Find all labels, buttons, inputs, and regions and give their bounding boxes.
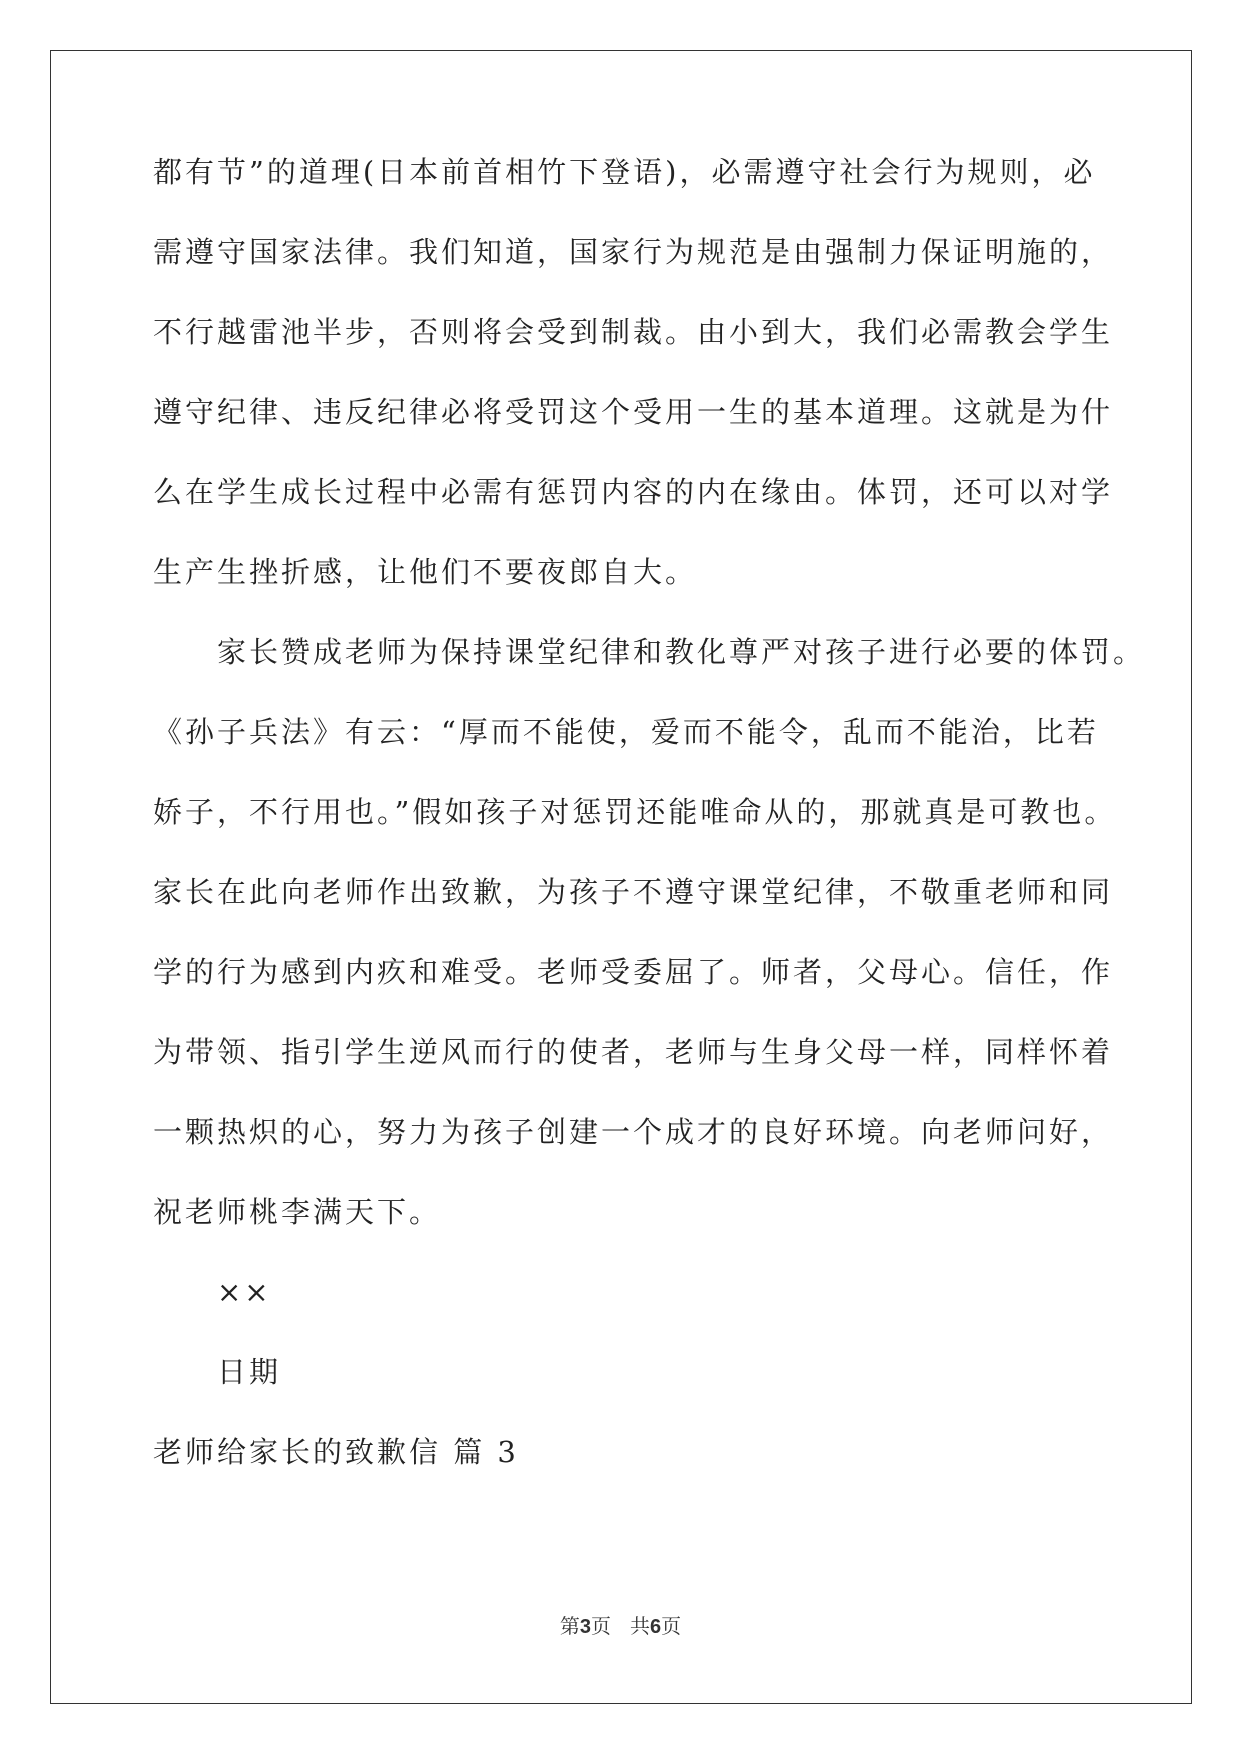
paragraph-2-line-4: 家长在此向老师作出致歉，为孩子不遵守课堂纪律，不敬重老师和同 [153, 875, 1114, 909]
paragraph-1-line-6: 生产生挫折感，让他们不要夜郎自大。 [153, 555, 698, 589]
section-heading: 老师给家长的致歉信 篇 3 [153, 1435, 519, 1469]
page-footer [0, 1614, 1241, 1639]
signature: ×× [217, 1275, 272, 1309]
paragraph-2-line-7: 一颗热炽的心，努力为孩子创建一个成才的良好环境。向老师问好， [153, 1115, 1114, 1149]
paragraph-2-line-6: 为带领、指引学生逆风而行的使者，老师与生身父母一样，同样怀着 [153, 1035, 1114, 1069]
paragraph-2-line-1: 家长赞成老师为保持课堂纪律和教化尊严对孩子进行必要的体罚。 [217, 635, 1146, 669]
footer-total-unit: 页 [661, 1614, 682, 1638]
paragraph-2-line-3: 娇子，不行用也。”假如孩子对惩罚还能唯命从的，那就真是可教也。 [153, 795, 1117, 829]
paragraph-1-line-5: 么在学生成长过程中必需有惩罚内容的内在缘由。体罚，还可以对学 [153, 475, 1114, 509]
footer-page-unit: 页 [590, 1614, 611, 1638]
paragraph-1-line-2: 需遵守国家法律。我们知道，国家行为规范是由强制力保证明施的， [153, 235, 1114, 269]
date-label: 日期 [217, 1355, 282, 1389]
paragraph-1-line-1: 都有节”的道理(日本前首相竹下登语)，必需遵守社会行为规则，必 [153, 155, 1096, 189]
footer-page-number: 3 [579, 1616, 591, 1638]
paragraph-2-line-2: 《孙子兵法》有云：“厚而不能使，爱而不能令，乱而不能治，比若 [153, 715, 1099, 749]
footer-total-prefix: 共 [630, 1614, 651, 1638]
paragraph-1-line-3: 不行越雷池半步，否则将会受到制裁。由小到大，我们必需教会学生 [153, 315, 1114, 349]
paragraph-2-line-8: 祝老师桃李满天下。 [153, 1195, 442, 1229]
footer-prefix: 第 [559, 1614, 580, 1638]
paragraph-1-line-4: 遵守纪律、违反纪律必将受罚这个受用一生的基本道理。这就是为什 [153, 395, 1114, 429]
footer-total-pages: 6 [650, 1616, 662, 1638]
paragraph-2-line-5: 学的行为感到内疚和难受。老师受委屈了。师者，父母心。信任，作 [153, 955, 1114, 989]
